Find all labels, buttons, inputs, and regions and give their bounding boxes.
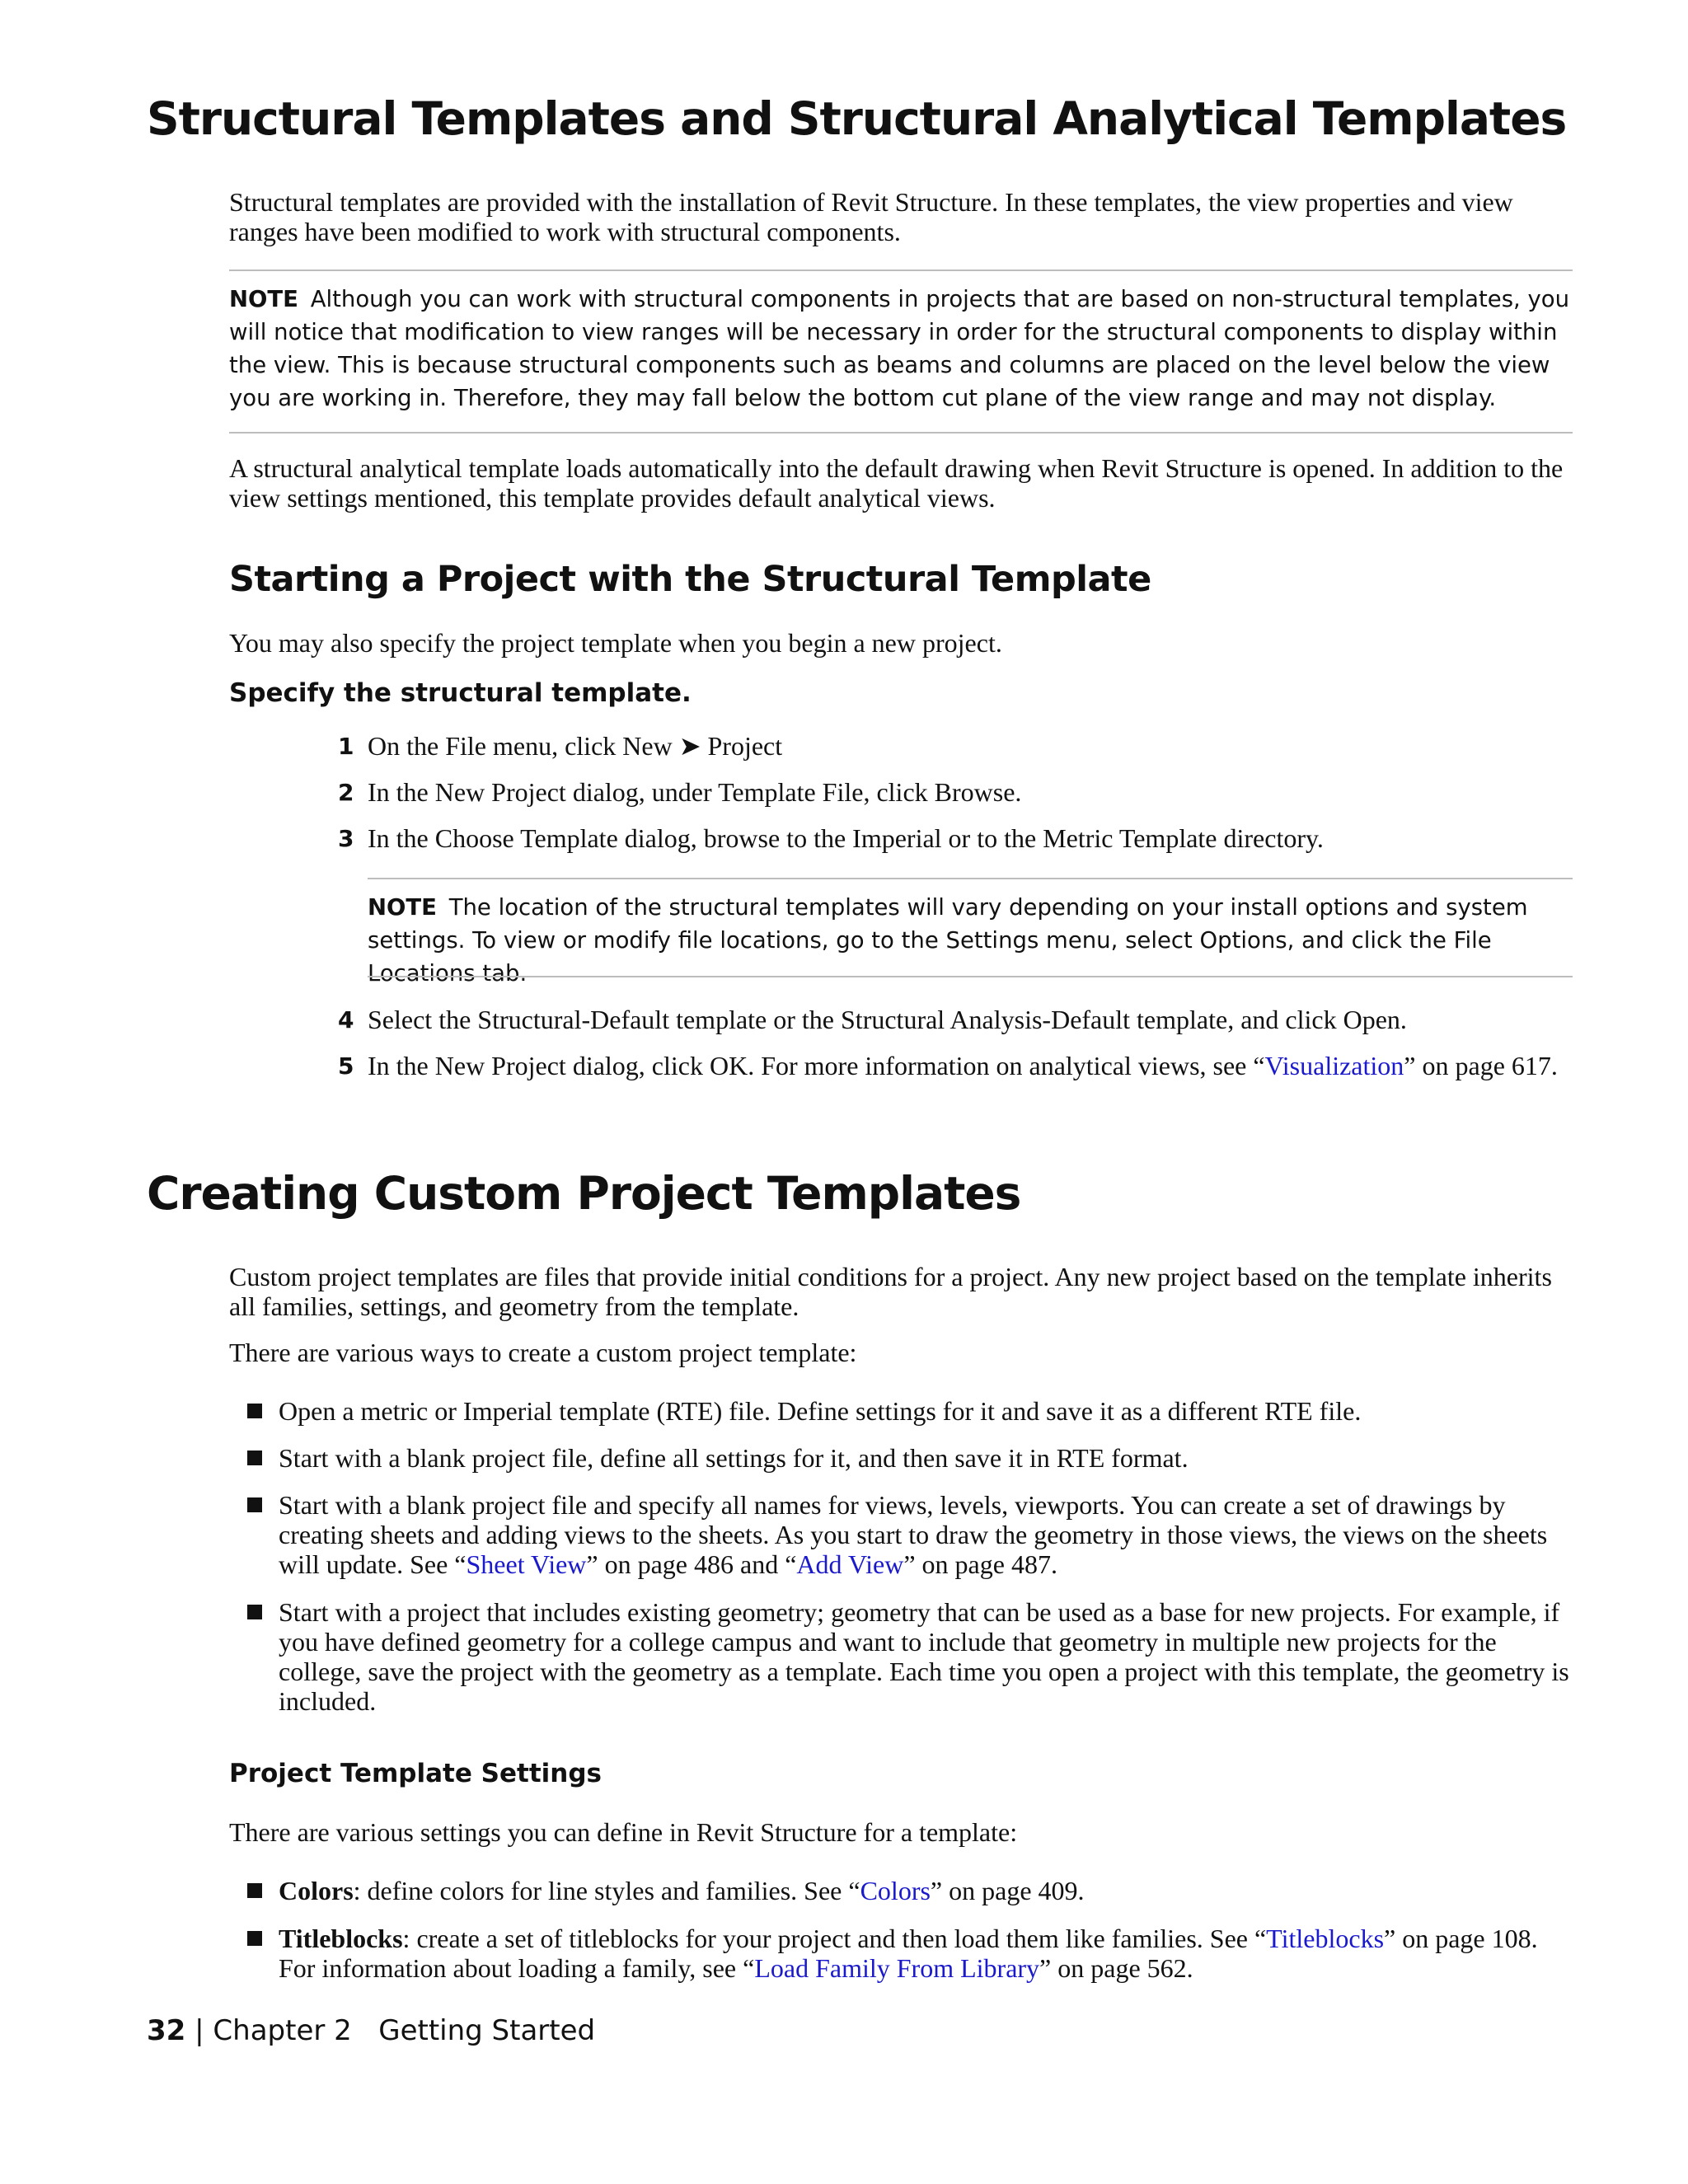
template-settings-intro: There are various settings you can define in Revit Structure for a template: (229, 1817, 1018, 1847)
bullet-item (247, 1490, 1574, 1582)
step-number: 4 (338, 1006, 354, 1033)
bullet-square-icon (247, 1497, 262, 1512)
step-text: In the Choose Template dialog, browse to the Imperial or to the Metric Template directory. (368, 823, 1324, 853)
note-bottom-rule (229, 432, 1573, 434)
footer-chapter-title: Getting Started (378, 2014, 596, 2047)
bullet-text-part: ” on page 108. For information about loading a family, see “ (279, 1924, 1538, 1983)
settings-term: Colors (279, 1876, 354, 1905)
starting-project-intro: You may also specify the project template when you begin a new project. (229, 628, 1002, 658)
footer-chapter: Chapter 2 (213, 2014, 352, 2047)
bullet-text (279, 1924, 1574, 1983)
page-footer (147, 2014, 595, 2047)
titleblocks-link[interactable]: Titleblocks (1266, 1924, 1385, 1953)
note-text: Although you can work with structural components in projects that are based on non-structural templates, you will notice that modification to view ranges will be necessary in order for the structural components to display within the view. This is because structural components such as beams and columns are placed on the level below the view you are working in. Therefore, they may fall below the bottom cut plane of the view range and may not display. (229, 286, 1570, 411)
custom-templates-ways-intro: There are various ways to create a custom project template: (229, 1338, 857, 1367)
bullet-text-part: ” on page 409. (930, 1876, 1085, 1905)
note-bottom-rule (368, 976, 1573, 977)
bullet-text-part: : define colors for line styles and families. See “ (353, 1876, 860, 1905)
note-label: NOTE (368, 894, 437, 921)
step-number: 5 (338, 1052, 354, 1080)
sheet-view-link[interactable]: Sheet View (466, 1549, 587, 1579)
step-text: Select the Structural-Default template or the Structural Analysis-Default template, and click Open. (368, 1005, 1407, 1034)
step-3 (338, 823, 1574, 856)
bullet-text-part: : create a set of titleblocks for your project and then load them like families. See “ (402, 1924, 1267, 1953)
bullet-text: Open a metric or Imperial template (RTE) file. Define settings for it and save it as a different RTE file. (279, 1396, 1362, 1426)
bullet-item (247, 1443, 1574, 1476)
step-1 (338, 731, 1574, 764)
note-label: NOTE (229, 286, 298, 312)
step-text: In the New Project dialog, under Template File, click Browse. (368, 777, 1022, 807)
settings-item-colors (247, 1876, 1574, 1909)
bullet-text-part: ” on page 487. (903, 1549, 1057, 1579)
settings-term: Titleblocks (279, 1924, 403, 1953)
step-text (368, 1051, 1574, 1080)
bullet-item (247, 1597, 1574, 1719)
structural-templates-intro: Structural templates are provided with the installation of Revit Structure. In these templates, the view properties and view ranges have been modified to work with structural components. (229, 187, 1513, 246)
bullet-text (279, 1876, 1574, 1905)
note-template-location (368, 891, 1573, 990)
bullet-item (247, 1396, 1574, 1429)
step-text-part: In the New Project dialog, click OK. For more information on analytical views, see “ (368, 1051, 1265, 1080)
add-view-link[interactable]: Add View (796, 1549, 904, 1579)
section-title-template-settings: Project Template Settings (229, 1759, 602, 1788)
section-title-custom-templates: Creating Custom Project Templates (147, 1167, 1021, 1220)
procedure-title: Specify the structural template. (229, 678, 692, 708)
bullet-square-icon (247, 1931, 262, 1946)
visualization-link[interactable]: Visualization (1264, 1051, 1404, 1080)
bullet-square-icon (247, 1451, 262, 1465)
step-text-part: ” on page 617. (1404, 1051, 1558, 1080)
footer-separator: | (195, 2014, 204, 2047)
note-text: The location of the structural templates will vary depending on your install options and system settings. To view or modify file locations, go to the Settings menu, select Options, and click the File Locations tab. (368, 894, 1528, 987)
bullet-text (279, 1490, 1574, 1579)
step-number: 1 (338, 733, 354, 760)
step-text: On the File menu, click New ➤ Project (368, 731, 783, 761)
bullet-text-part: ” on page 486 and “ (586, 1549, 797, 1579)
step-number: 2 (338, 779, 354, 806)
step-2 (338, 777, 1574, 810)
analytical-template-paragraph: A structural analytical template loads automatically into the default drawing when Revit Structure is opened. In addition to the view settings mentioned, this template provides default analytical views. (229, 453, 1564, 513)
note-non-structural-templates (229, 283, 1573, 415)
bullet-square-icon (247, 1883, 262, 1898)
bullet-square-icon (247, 1605, 262, 1619)
step-4 (338, 1005, 1574, 1038)
section-title-starting-project: Starting a Project with the Structural Template (229, 559, 1151, 600)
page-number: 32 (147, 2014, 186, 2047)
bullet-text: Start with a blank project file, define all settings for it, and then save it in RTE format. (279, 1443, 1189, 1473)
step-5 (338, 1051, 1574, 1113)
custom-templates-intro: Custom project templates are files that provide initial conditions for a project. Any new project based on the template inherits all families, settings, and geometry from the template. (229, 1262, 1552, 1321)
bullet-text: Start with a project that includes existing geometry; geometry that can be used as a base for new projects. For example, if you have defined geometry for a college campus and want to include that geometry in multiple new projects for the college, save the project with the geometry as a template. Each time you open a project with this template, the geometry is included. (279, 1597, 1569, 1716)
bullet-square-icon (247, 1404, 262, 1418)
load-family-link[interactable]: Load Family From Library (754, 1953, 1040, 1983)
note-top-rule (229, 269, 1573, 271)
step-number: 3 (338, 825, 354, 852)
colors-link[interactable]: Colors (860, 1876, 931, 1905)
note-top-rule (368, 878, 1573, 879)
settings-item-titleblocks (247, 1924, 1574, 1986)
bullet-text-part: ” on page 562. (1039, 1953, 1193, 1983)
section-title-structural-templates: Structural Templates and Structural Analytical Templates (147, 92, 1567, 145)
bullet-text-part: Start with a blank project file and specify all names for views, levels, viewports. You can create a set of drawings by creating sheets and adding views to the sheets. As you start to draw the geometry in those views, the views on the sheets will update. See “ (279, 1490, 1548, 1579)
